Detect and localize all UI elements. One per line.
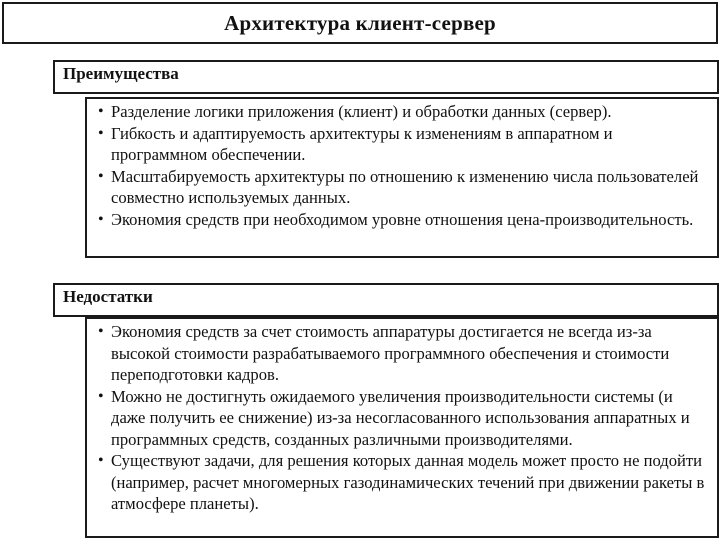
list-item: • Экономия средств за счет стоимость аппаратуры достигается не всегда из-за высокой стоимости разрабатываемого программного обеспечения и стоимости переподготовки кадров.	[98, 321, 711, 386]
title-box	[2, 2, 718, 44]
disadvantages-list	[87, 319, 717, 515]
disadvantages-list-box	[85, 317, 719, 538]
list-item: • Масштабируемость архитектуры по отношению к изменению числа пользователей совместно используемых данных.	[98, 166, 711, 209]
list-item: • Экономия средств при необходимом уровне отношения цена-производительность.	[98, 209, 711, 231]
list-item: • Существуют задачи, для решения которых данная модель может просто не подойти (например, расчет многомерных газодинамических течений при движении ракеты в атмосфере планеты).	[98, 450, 711, 515]
advantages-heading: Преимущества	[63, 64, 179, 83]
list-item: • Разделение логики приложения (клиент) и обработки данных (сервер).	[98, 101, 711, 123]
page-title: Архитектура клиент-сервер	[224, 11, 496, 35]
disadvantages-heading: Недостатки	[63, 287, 153, 306]
list-item: • Можно не достигнуть ожидаемого увеличения производительности системы (и даже получить ее снижение) из-за несогласованного использования аппаратных и программных средств, созданных различными производителями.	[98, 386, 711, 451]
disadvantages-heading-box	[53, 283, 719, 317]
advantages-heading-box	[53, 60, 719, 94]
list-item: • Гибкость и адаптируемость архитектуры к изменениям в аппаратном и программном обеспечении.	[98, 123, 711, 166]
advantages-list	[87, 99, 717, 230]
advantages-list-box	[85, 97, 719, 258]
